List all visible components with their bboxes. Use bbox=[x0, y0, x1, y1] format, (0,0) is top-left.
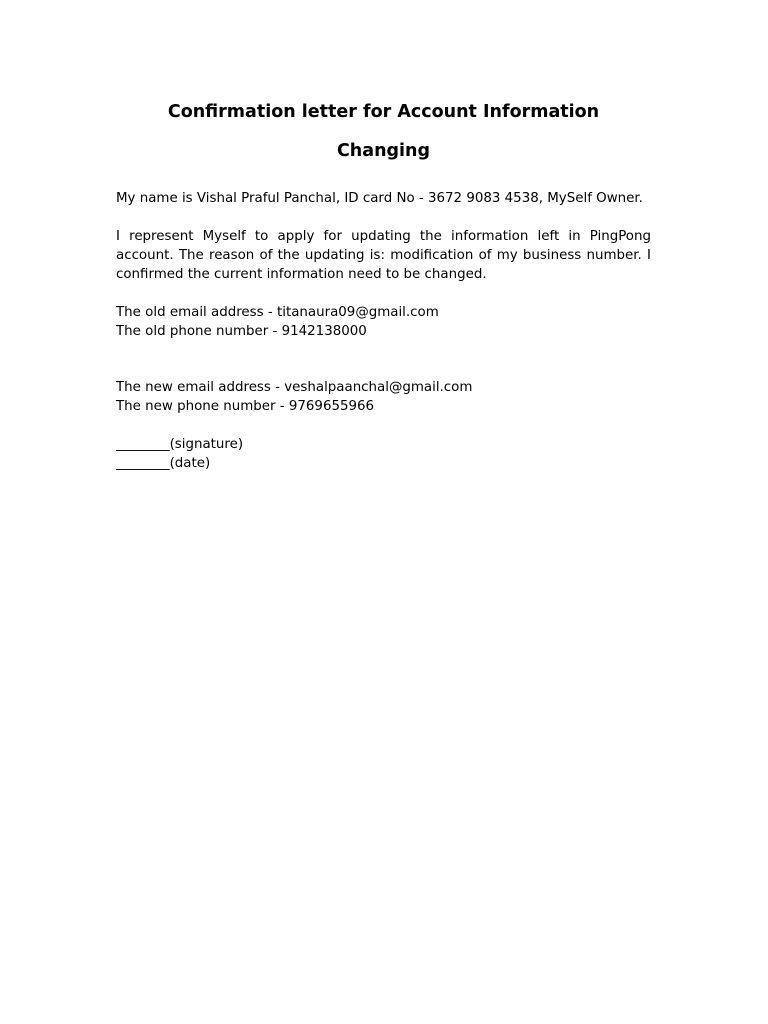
request-line-2: account. The reason of the updating is: modification of my business number. I bbox=[116, 248, 651, 263]
old-email-line: The old email address - titanaura09@gmail.com bbox=[116, 305, 439, 320]
date-line: ________(date) bbox=[116, 456, 211, 471]
new-phone-line: The new phone number - 9769655966 bbox=[116, 399, 375, 414]
request-line-1: I represent Myself to apply for updating the information left in PingPong bbox=[116, 229, 651, 244]
new-email-line: The new email address - veshalpaanchal@gmail.com bbox=[116, 380, 473, 395]
letter-title-line-2: Changing bbox=[336, 141, 431, 161]
letter-title-line-1: Confirmation letter for Account Information bbox=[167, 102, 600, 122]
request-paragraph bbox=[116, 227, 651, 284]
intro-paragraph: My name is Vishal Praful Panchal, ID card No - 3672 9083 4538, MySelf Owner. bbox=[116, 191, 643, 206]
old-phone-line: The old phone number - 9142138000 bbox=[116, 324, 367, 339]
request-line-3: confirmed the current information need to be changed. bbox=[116, 267, 487, 282]
signature-line: ________(signature) bbox=[116, 437, 244, 452]
